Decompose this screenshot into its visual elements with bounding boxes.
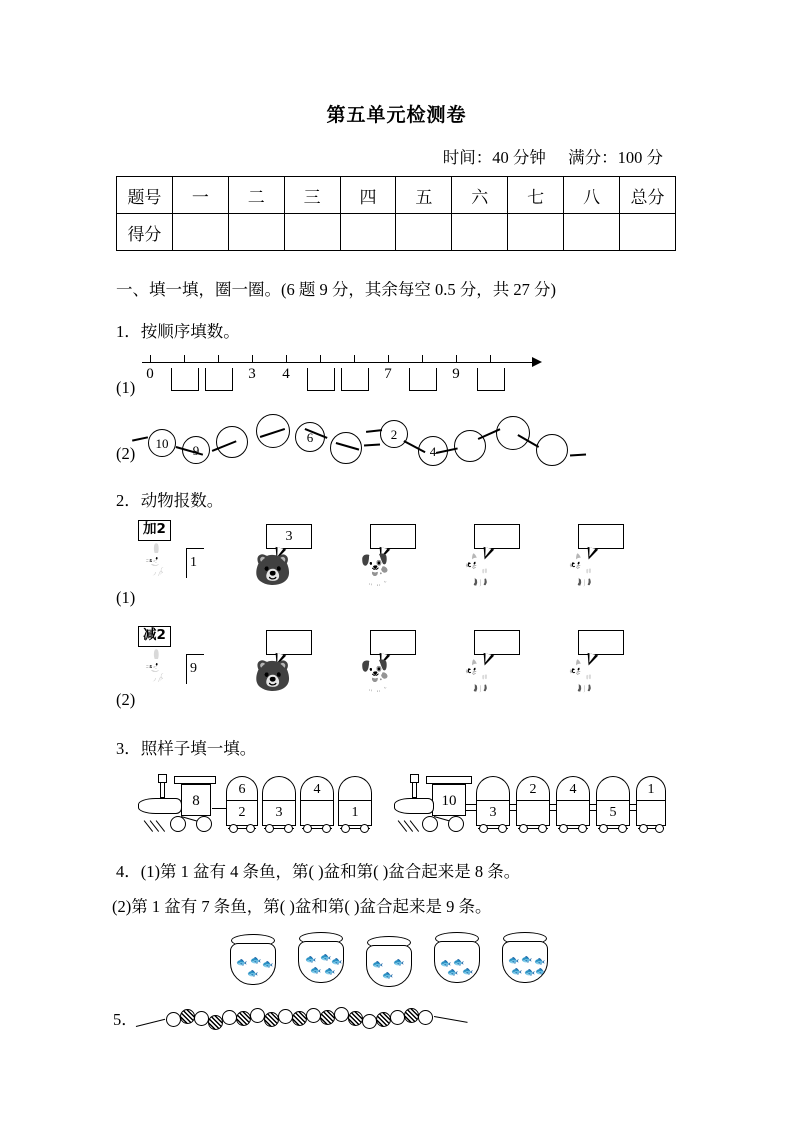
number-line-axis [142, 362, 534, 363]
animal-value-0[interactable]: 9 [186, 654, 204, 684]
q1-sub1-label: (1) [116, 378, 136, 397]
chain-circle-0[interactable]: 2 [380, 420, 408, 448]
car-bottom-2[interactable] [300, 800, 334, 826]
car-top-3[interactable] [596, 776, 630, 802]
car-wheel [265, 824, 274, 833]
circle-chain-right [378, 412, 578, 466]
fish-bowl-1 [228, 934, 278, 986]
number-line-tick [388, 355, 389, 363]
chain-circle-3[interactable] [496, 416, 530, 450]
fish-icon: 🐟 [440, 958, 452, 968]
chain-circle-1[interactable]: 9 [182, 436, 210, 464]
bear-icon: 🐻 [254, 554, 292, 587]
bead-3[interactable] [208, 1015, 223, 1030]
chain-circle-1[interactable]: 4 [418, 436, 448, 466]
cat-icon: 🐈 [566, 554, 604, 587]
score-cell-7[interactable] [564, 214, 620, 251]
car-wheel [639, 824, 648, 833]
q2-heading: 2．动物报数。 [116, 491, 224, 510]
car-top-0[interactable] [476, 776, 510, 802]
car-wheel [519, 824, 528, 833]
q4-line2: (2)第 1 盆有 7 条鱼，第( )盆和第( )盆合起来是 9 条。 [112, 897, 492, 916]
score-cell-5[interactable] [452, 214, 508, 251]
circle-chain-left [140, 410, 370, 464]
bead-string-end [434, 1016, 468, 1023]
bead-1[interactable] [180, 1009, 195, 1024]
score-table-col-3: 四 [340, 177, 396, 214]
number-line-tick [218, 355, 219, 363]
locomotive-wheel [448, 816, 464, 832]
animal-bubble-1[interactable]: 3 [266, 524, 312, 549]
q1-heading: 1．按顺序填数。 [116, 322, 240, 341]
fish-icon: 🐟 [511, 966, 523, 976]
score-table [116, 176, 676, 251]
score-table-col-0: 一 [172, 177, 228, 214]
bead-6[interactable] [250, 1008, 265, 1023]
fish-bowl-4 [432, 932, 482, 984]
score-table-col-6: 七 [508, 177, 564, 214]
score-cell-2[interactable] [284, 214, 340, 251]
number-line-blank-5[interactable] [307, 368, 335, 391]
car-bottom-3[interactable]: 5 [596, 800, 630, 826]
bead-11[interactable] [320, 1010, 335, 1025]
cat-icon: 🐈 [462, 660, 500, 693]
locomotive-wheel [196, 816, 212, 832]
bead-string [138, 1002, 468, 1036]
fish-icon: 🐟 [453, 957, 465, 967]
car-bottom-3[interactable]: 1 [338, 800, 372, 826]
number-line-tick [320, 355, 321, 363]
car-top-2[interactable]: 4 [300, 776, 334, 802]
score-table-score-row [117, 214, 676, 251]
chain-circle-0[interactable]: 10 [148, 429, 176, 457]
animal-value-0[interactable]: 1 [186, 548, 204, 578]
number-line-blank-2[interactable] [205, 368, 233, 391]
car-bottom-0[interactable]: 2 [226, 800, 258, 826]
bead-4[interactable] [222, 1010, 237, 1025]
score-cell-6[interactable] [508, 214, 564, 251]
fish-icon: 🐟 [521, 954, 533, 964]
car-bottom-4[interactable] [636, 800, 666, 826]
score-cell-3[interactable] [340, 214, 396, 251]
animal-bubble-2[interactable] [370, 630, 416, 655]
bead-13[interactable] [348, 1011, 363, 1026]
q3-heading: 3．照样子填一填。 [116, 739, 257, 758]
bead-5[interactable] [236, 1011, 251, 1026]
car-top-4[interactable]: 1 [636, 776, 666, 802]
car-wheel [303, 824, 312, 833]
bowl-body [366, 945, 412, 987]
fish-bowl-2 [296, 932, 346, 984]
car-wheel [655, 824, 664, 833]
car-wheel [578, 824, 587, 833]
q2-sub1-label: (1) [116, 588, 136, 607]
car-bottom-1[interactable]: 3 [262, 800, 296, 826]
fish-icon: 🐟 [462, 966, 474, 976]
exam-meta [443, 144, 663, 168]
locomotive-nose [138, 798, 182, 814]
bead-16[interactable] [390, 1010, 405, 1025]
dog-icon: 🐕 [360, 660, 398, 693]
locomotive-number-right[interactable]: 10 [432, 784, 466, 816]
fish-icon: 🐟 [247, 968, 259, 978]
fish-icon: 🐟 [535, 966, 547, 976]
dog-icon: 🐕 [360, 554, 398, 587]
bead-9[interactable] [292, 1011, 307, 1026]
score-cell-4[interactable] [396, 214, 452, 251]
fish-icon: 🐟 [534, 956, 546, 966]
rabbit-icon: 🐇 [140, 544, 178, 577]
car-top-3[interactable] [338, 776, 372, 802]
number-line-blank-8[interactable] [409, 368, 437, 391]
chain-circle-4[interactable]: 6 [295, 422, 325, 452]
animal-bubble-3[interactable] [474, 630, 520, 655]
car-wheel [559, 824, 568, 833]
fish-icon: 🐟 [310, 965, 322, 975]
score-table-col-7: 八 [564, 177, 620, 214]
score-table-col-2: 三 [284, 177, 340, 214]
fish-icon: 🐟 [320, 952, 332, 962]
chain-circle-5[interactable] [330, 432, 362, 464]
locomotive-roof [174, 776, 216, 784]
operation-badge-add: 加2 [138, 520, 171, 541]
animal-bubble-4[interactable] [578, 524, 624, 549]
section-one-heading: 一、填一填，圈一圈。(6 题 9 分，其余每空 0.5 分，共 27 分) [116, 280, 556, 299]
q4-line1: 4．(1)第 1 盆有 4 条鱼，第( )盆和第( )盆合起来是 8 条。 [116, 862, 521, 881]
number-line-tick [286, 355, 287, 363]
number-line-tick [252, 355, 253, 363]
car-bottom-1[interactable] [516, 800, 550, 826]
chain-end-tail [570, 453, 586, 456]
fish-icon: 🐟 [250, 955, 262, 965]
operation-badge-subtract: 减2 [138, 626, 171, 647]
score-cell-8[interactable] [620, 214, 676, 251]
page-title: 第五单元检测卷 [326, 104, 467, 126]
number-line-value-4: 4 [282, 366, 290, 382]
locomotive-funnel-icon [412, 782, 417, 798]
animal-bubble-2[interactable] [370, 524, 416, 549]
animal-bubble-4[interactable] [578, 630, 624, 655]
animal-bubble-3[interactable] [474, 524, 520, 549]
car-top-0[interactable]: 6 [226, 776, 258, 802]
car-bottom-0[interactable]: 3 [476, 800, 510, 826]
car-wheel [538, 824, 547, 833]
chain-circle-3[interactable] [256, 414, 290, 448]
cat-icon: 🐈 [566, 660, 604, 693]
locomotive-funnel-icon [160, 782, 165, 798]
locomotive-nose [394, 798, 434, 814]
bead-10[interactable] [306, 1008, 321, 1023]
locomotive-roof [426, 776, 472, 784]
score-table-col-8: 总分 [620, 177, 676, 214]
train-right [394, 772, 655, 838]
fish-icon: 🐟 [236, 957, 248, 967]
q5-label: 5． [113, 1010, 138, 1029]
score-table-col-4: 五 [396, 177, 452, 214]
bead-2[interactable] [194, 1011, 209, 1026]
fish-icon: 🐟 [324, 966, 336, 976]
number-line-blank-10[interactable] [477, 368, 505, 391]
car-wheel [498, 824, 507, 833]
number-line-arrow [532, 357, 542, 367]
bear-icon: 🐻 [254, 660, 292, 693]
train-left [134, 772, 379, 838]
bead-18[interactable] [418, 1010, 433, 1025]
car-wheel [229, 824, 238, 833]
score-table-row-header-1: 得分 [117, 214, 173, 251]
score-table-row-header-0: 题号 [117, 177, 173, 214]
score-cell-0[interactable] [172, 214, 228, 251]
fish-bowl-5 [500, 932, 550, 984]
bowl-body [230, 943, 276, 985]
bead-17[interactable] [404, 1008, 419, 1023]
score-cell-1[interactable] [228, 214, 284, 251]
bead-8[interactable] [278, 1009, 293, 1024]
locomotive-wheel [422, 816, 438, 832]
fish-icon: 🐟 [524, 967, 536, 977]
bowl-body [502, 941, 548, 983]
rabbit-icon: 🐇 [140, 650, 178, 683]
fish-icon: 🐟 [508, 955, 520, 965]
car-top-2[interactable]: 4 [556, 776, 590, 802]
fish-icon: 🐟 [447, 967, 459, 977]
car-wheel [360, 824, 369, 833]
bowl-body [434, 941, 480, 983]
car-wheel [246, 824, 255, 833]
number-line-tick [422, 355, 423, 363]
fish-icon: 🐟 [305, 954, 317, 964]
fish-icon: 🐟 [262, 959, 274, 969]
q1-sub2-label: (2) [116, 444, 136, 463]
exam-time-label: 时间：40 分钟 [442, 148, 546, 167]
number-line-tick [354, 355, 355, 363]
bead-15[interactable] [376, 1012, 391, 1027]
chain-circle-2[interactable] [216, 426, 248, 458]
bead-7[interactable] [264, 1012, 279, 1027]
number-line-tick [150, 355, 151, 363]
fish-icon: 🐟 [372, 959, 384, 969]
number-line [142, 352, 562, 404]
car-wheel [599, 824, 608, 833]
fish-icon: 🐟 [382, 970, 394, 980]
car-wheel [284, 824, 293, 833]
score-table-col-1: 二 [228, 177, 284, 214]
locomotive-number-left[interactable]: 8 [181, 784, 211, 816]
animal-count-row-1 [138, 520, 678, 612]
car-wheel [341, 824, 350, 833]
car-bottom-2[interactable] [556, 800, 590, 826]
number-line-blank-6[interactable] [341, 368, 369, 391]
number-line-tick [490, 355, 491, 363]
number-line-tick [184, 355, 185, 363]
fish-icon: 🐟 [393, 957, 405, 967]
locomotive-wheel [170, 816, 186, 832]
bead-string-start [136, 1019, 165, 1028]
fish-bowl-3 [364, 936, 414, 988]
fish-bowl-row [228, 932, 558, 988]
car-wheel [322, 824, 331, 833]
bead-12[interactable] [334, 1007, 349, 1022]
bowl-body [298, 941, 344, 983]
number-line-value-9: 9 [452, 366, 460, 382]
bead-14[interactable] [362, 1014, 377, 1029]
score-table-col-5: 六 [452, 177, 508, 214]
number-line-value-0: 0 [146, 366, 154, 382]
animal-count-row-2 [138, 626, 678, 718]
car-wheel [479, 824, 488, 833]
animal-bubble-1[interactable] [266, 630, 312, 655]
chain-start-tail [132, 436, 148, 441]
chain-circle-4[interactable] [536, 434, 568, 466]
number-line-value-7: 7 [384, 366, 392, 382]
number-line-value-3: 3 [248, 366, 256, 382]
car-top-1[interactable] [262, 776, 296, 802]
car-wheel [618, 824, 627, 833]
number-line-blank-1[interactable] [171, 368, 199, 391]
q2-sub2-label: (2) [116, 690, 136, 709]
fish-icon: 🐟 [331, 956, 343, 966]
car-top-1[interactable]: 2 [516, 776, 550, 802]
number-line-tick [456, 355, 457, 363]
cat-icon: 🐈 [462, 554, 500, 587]
score-table-header-row [117, 177, 676, 214]
chain-circle-2[interactable] [454, 430, 486, 462]
bead-0[interactable] [166, 1012, 181, 1027]
exam-fullscore-label: 满分：100 分 [568, 148, 663, 167]
